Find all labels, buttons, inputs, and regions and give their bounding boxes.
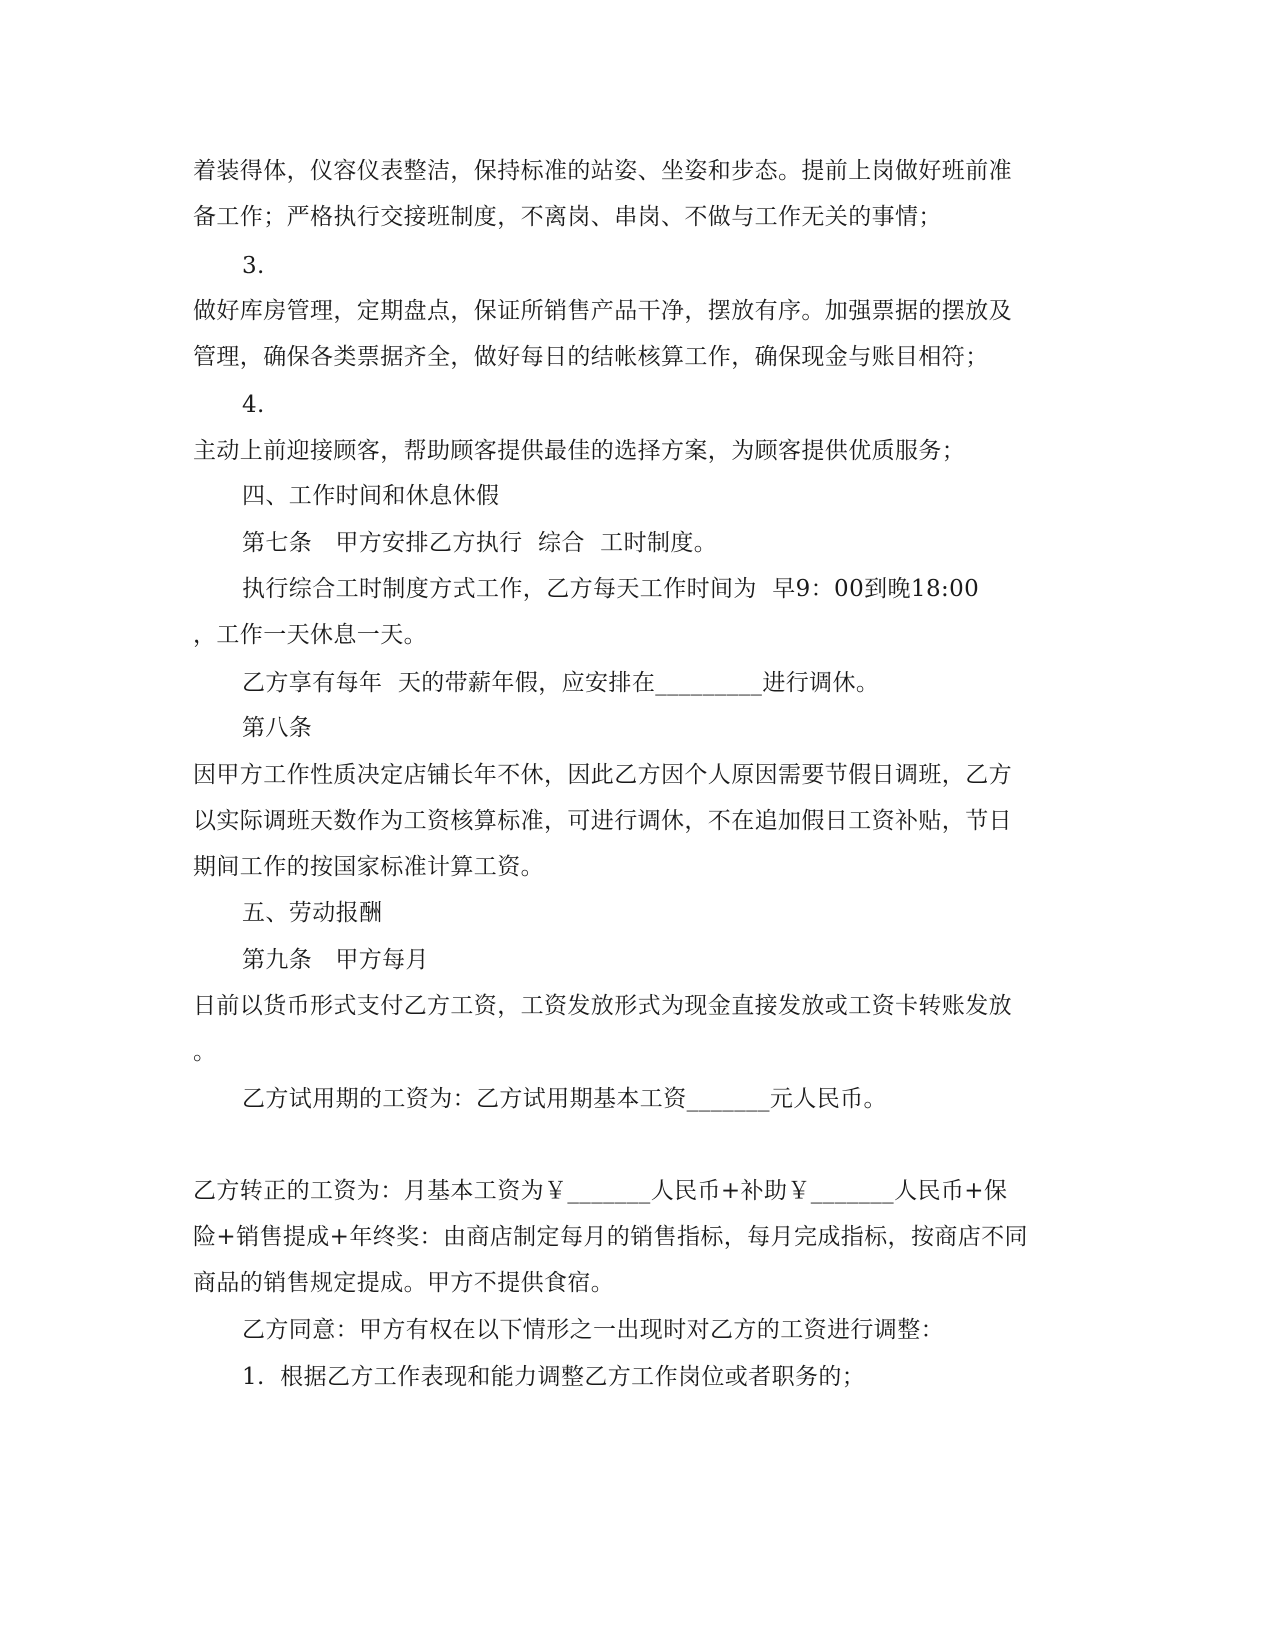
text-line: 备工作；严格执行交接班制度，不离岗、串岗、不做与工作无关的事情； (193, 204, 942, 230)
text-line: ，工作一天休息一天。 (193, 622, 427, 648)
article-heading: 第九条 甲方每月 (242, 947, 429, 973)
text-line: 因甲方工作性质决定店铺长年不休，因此乙方因个人原因需要节假日调班，乙方 (193, 762, 1012, 788)
section-heading: 四、工作时间和休息休假 (242, 483, 500, 509)
text-line: 主动上前迎接顾客，帮助顾客提供最佳的选择方案，为顾客提供优质服务； (193, 438, 966, 464)
article-heading: 第七条 甲方安排乙方执行 综合 工时制度。 (242, 530, 718, 556)
text-line: 以实际调班天数作为工资核算标准，可进行调休，不在追加假日工资补贴，节日 (193, 808, 1012, 834)
text-line: 做好库房管理，定期盘点，保证所销售产品干净，摆放有序。加强票据的摆放及 (193, 298, 1012, 324)
list-number: 3. (242, 253, 265, 279)
text-line: 期间工作的按国家标准计算工资。 (193, 854, 544, 880)
article-heading: 第八条 (242, 715, 313, 741)
text-line: 。 (193, 1039, 217, 1065)
section-heading: 五、劳动报酬 (242, 900, 383, 926)
text-line: 商品的销售规定提成。甲方不提供食宿。 (193, 1270, 615, 1296)
text-line: 着装得体，仪容仪表整洁，保持标准的站姿、坐姿和步态。提前上岗做好班前准 (193, 158, 1012, 184)
text-line: 险+销售提成+年终奖：由商店制定每月的销售指标，每月完成指标，按商店不同 (193, 1224, 1028, 1250)
text-line: 日前以货币形式支付乙方工资，工资发放形式为现金直接发放或工资卡转账发放 (193, 993, 1012, 1019)
text-line: 乙方同意：甲方有权在以下情形之一出现时对乙方的工资进行调整： (242, 1317, 944, 1343)
text-line: 执行综合工时制度方式工作，乙方每天工作时间为 早9：00到晚18:00 (242, 576, 980, 602)
text-line: 乙方试用期的工资为：乙方试用期基本工资_______元人民币。 (242, 1086, 887, 1112)
text-line: 管理，确保各类票据齐全，做好每日的结帐核算工作，确保现金与账目相符； (193, 344, 989, 370)
text-line: 乙方享有每年 天的带薪年假，应安排在_________进行调休。 (242, 670, 880, 696)
list-number: 4. (242, 392, 265, 418)
list-item: 1. 根据乙方工作表现和能力调整乙方工作岗位或者职务的； (242, 1364, 866, 1390)
text-line: 乙方转正的工资为：月基本工资为￥_______人民币+补助￥_______人民币+保 (193, 1178, 1008, 1204)
